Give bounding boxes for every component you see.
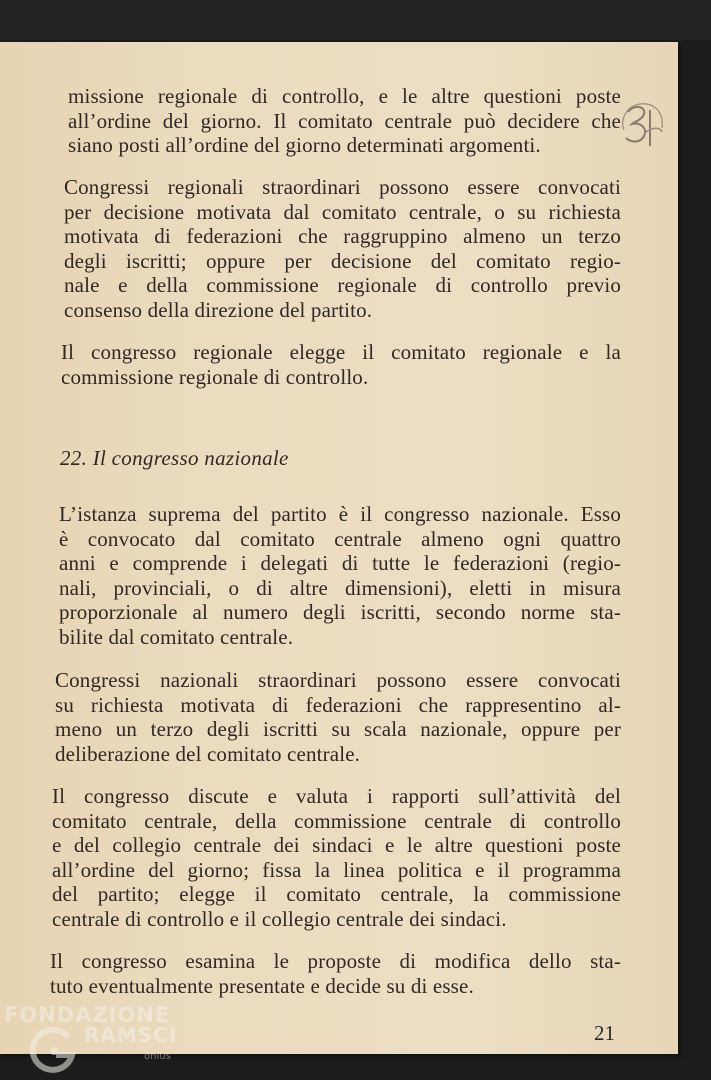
text-line: bilite dal comitato centrale.	[59, 624, 294, 649]
text-line: siano posti all’ordine del giorno determinati argomenti.	[68, 133, 541, 157]
text-line: Il congresso discute e valuta i rapporti sull’attività del	[52, 784, 621, 808]
text-line: per decisione motivata dal comitato centrale, o su richiesta	[64, 199, 621, 224]
text-line: su richiesta motivata di federazioni che rappresentino al-	[55, 692, 621, 717]
paragraph-7	[50, 949, 621, 998]
text-line: del partito; elegge il comitato centrale, la commissione	[52, 882, 621, 906]
text-line: e del collegio centrale dei sindaci e le altre questioni poste	[52, 833, 621, 857]
section-heading: 22. Il congresso nazionale	[60, 446, 289, 470]
text-line: motivata di federazioni che raggruppino almeno un terzo	[64, 224, 621, 248]
watermark-line-2: RAMSCI	[84, 1023, 178, 1047]
paragraph-4	[59, 502, 621, 649]
paragraph-2	[64, 175, 621, 322]
text-line: anni e comprende i delegati di tutte le federazioni (regio-	[59, 551, 621, 575]
text-line: nale e della commissione regionale di controllo previo	[64, 273, 621, 297]
text-line: nali, provinciali, o di altre dimensioni), eletti in misura	[59, 575, 621, 600]
text-line: all’ordine del giorno; fissa la linea politica e il programma	[52, 857, 621, 882]
paragraph-3	[61, 340, 621, 389]
paragraph-6	[52, 784, 621, 931]
text-line: tuto eventualmente presentate e decide su di esse.	[50, 973, 474, 998]
text-line: L’istanza suprema del partito è il congresso nazionale. Esso	[59, 502, 621, 526]
document-page	[0, 42, 678, 1054]
text-line: meno un terzo degli iscritti su scala nazionale, oppure per	[55, 717, 621, 741]
text-line: consenso della direzione del partito.	[64, 297, 373, 322]
gramsci-logo-icon	[28, 1025, 80, 1077]
text-line: commissione regionale di controllo.	[61, 364, 369, 389]
text-line: centrale di controllo e il collegio centrale dei sindaci.	[52, 906, 507, 931]
page-number: 21	[594, 1021, 615, 1045]
text-line: all’ordine del giorno. Il comitato centrale può decidere che	[68, 108, 621, 133]
text-line: Il congresso esamina le proposte di modifica dello sta-	[50, 949, 621, 973]
watermark-line-3: onlus	[144, 1051, 171, 1062]
text-line: deliberazione del comitato centrale.	[55, 741, 361, 766]
handwritten-page-mark-icon	[620, 102, 664, 154]
text-line: è convocato dal comitato centrale almeno ogni quattro	[59, 526, 621, 551]
text-line: degli iscritti; oppure per decisione del comitato regio-	[64, 248, 621, 273]
text-line: Congressi regionali straordinari possono essere convocati	[64, 175, 621, 199]
text-line: missione regionale di controllo, e le altre questioni poste	[68, 84, 621, 108]
watermark-line-1: FONDAZIONE	[4, 1003, 171, 1027]
paragraph-5	[55, 668, 621, 766]
text-line: proporzionale al numero degli iscritti, secondo norme sta-	[59, 600, 621, 624]
text-line: comitato centrale, della commissione centrale di controllo	[52, 808, 621, 833]
fondazione-gramsci-watermark	[4, 1003, 179, 1078]
paragraph-1	[68, 84, 621, 158]
text-line: Congressi nazionali straordinari possono essere convocati	[55, 668, 621, 692]
text-line: Il congresso regionale elegge il comitato regionale e la	[61, 340, 621, 364]
scan-background	[0, 0, 711, 40]
